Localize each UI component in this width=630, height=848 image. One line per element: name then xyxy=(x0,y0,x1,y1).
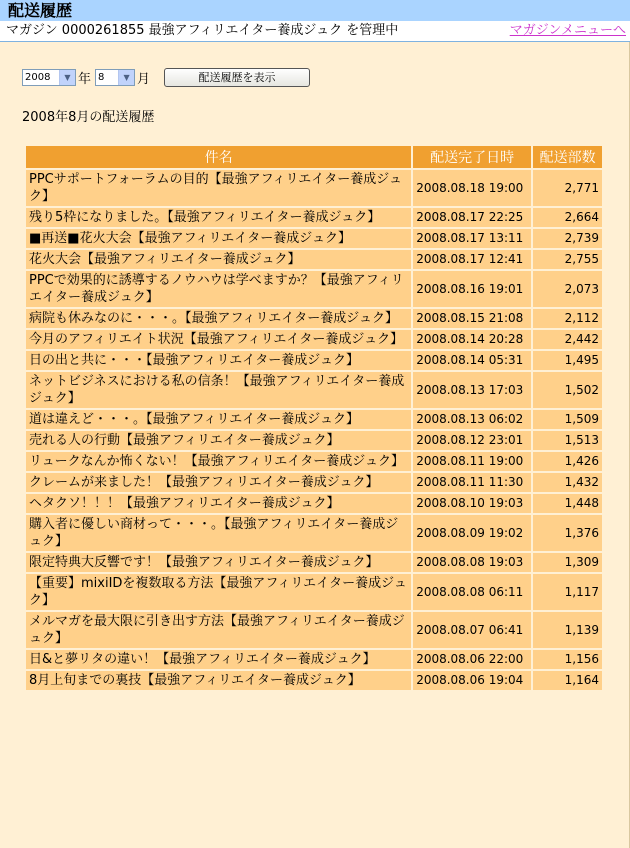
main-content xyxy=(0,42,630,848)
date-controls xyxy=(22,66,310,88)
row-count: 2,755 xyxy=(533,250,602,269)
table-row xyxy=(26,271,602,307)
row-count: 2,442 xyxy=(533,330,602,349)
row-count: 2,771 xyxy=(533,170,602,206)
show-history-button[interactable]: 配送履歴を表示 xyxy=(164,68,310,87)
table-row xyxy=(26,650,602,669)
row-count: 1,117 xyxy=(533,574,602,610)
table-row xyxy=(26,574,602,610)
row-subject: 病院も休みなのに・・・。【最強アフィリエイター養成ジュク】 xyxy=(26,309,411,328)
table-row xyxy=(26,452,602,471)
history-heading: 2008年8月の配送履歴 xyxy=(22,110,155,125)
row-subject: ■再送■花火大会【最強アフィリエイター養成ジュク】 xyxy=(26,229,411,248)
year-unit-label: 年 xyxy=(78,71,92,87)
chevron-down-icon[interactable]: ▼ xyxy=(118,70,134,85)
row-count: 1,513 xyxy=(533,431,602,450)
row-count: 1,139 xyxy=(533,612,602,648)
row-subject: ネットビジネスにおける私の信条！【最強アフィリエイター養成ジュク】 xyxy=(26,372,411,408)
magazine-info-bar xyxy=(0,21,630,42)
table-header-row xyxy=(26,146,602,168)
row-date: 2008.08.14 05:31 xyxy=(413,351,531,370)
table-row xyxy=(26,553,602,572)
row-count: 2,664 xyxy=(533,208,602,227)
row-count: 2,073 xyxy=(533,271,602,307)
row-subject: 売れる人の行動【最強アフィリエイター養成ジュク】 xyxy=(26,431,411,450)
row-subject: 【重要】mixiIDを複数取る方法【最強アフィリエイター養成ジュク】 xyxy=(26,574,411,610)
row-count: 1,495 xyxy=(533,351,602,370)
row-date: 2008.08.17 13:11 xyxy=(413,229,531,248)
row-subject: クレームが来ました！【最強アフィリエイター養成ジュク】 xyxy=(26,473,411,492)
table-row xyxy=(26,410,602,429)
table-row xyxy=(26,351,602,370)
row-count: 1,164 xyxy=(533,671,602,690)
row-subject: 8月上旬までの裏技【最強アフィリエイター養成ジュク】 xyxy=(26,671,411,690)
row-date: 2008.08.17 12:41 xyxy=(413,250,531,269)
column-header-subject: 件名 xyxy=(26,146,411,168)
table-row xyxy=(26,170,602,206)
row-date: 2008.08.17 22:25 xyxy=(413,208,531,227)
row-count: 1,156 xyxy=(533,650,602,669)
row-subject: ヘタクソ！！！【最強アフィリエイター養成ジュク】 xyxy=(26,494,411,513)
row-subject: PPCサポートフォーラムの目的【最強アフィリエイター養成ジュク】 xyxy=(26,170,411,206)
row-subject: 日&と夢リタの違い！【最強アフィリエイター養成ジュク】 xyxy=(26,650,411,669)
row-count: 2,112 xyxy=(533,309,602,328)
month-select[interactable] xyxy=(95,69,135,86)
table-body xyxy=(26,170,602,690)
row-count: 1,376 xyxy=(533,515,602,551)
table-row xyxy=(26,473,602,492)
row-date: 2008.08.10 19:03 xyxy=(413,494,531,513)
row-date: 2008.08.15 21:08 xyxy=(413,309,531,328)
column-header-count: 配送部数 xyxy=(533,146,602,168)
table-row xyxy=(26,229,602,248)
row-subject: 日の出と共に・・・【最強アフィリエイター養成ジュク】 xyxy=(26,351,411,370)
row-date: 2008.08.11 19:00 xyxy=(413,452,531,471)
table-row xyxy=(26,612,602,648)
year-select[interactable] xyxy=(22,69,76,86)
row-count: 2,739 xyxy=(533,229,602,248)
row-date: 2008.08.08 19:03 xyxy=(413,553,531,572)
page-title: 配送履歴 xyxy=(0,0,630,21)
table-row xyxy=(26,671,602,690)
row-count: 1,426 xyxy=(533,452,602,471)
row-count: 1,509 xyxy=(533,410,602,429)
table-row xyxy=(26,515,602,551)
month-unit-label: 月 xyxy=(137,71,151,87)
row-date: 2008.08.13 17:03 xyxy=(413,372,531,408)
row-date: 2008.08.08 06:11 xyxy=(413,574,531,610)
table-row xyxy=(26,431,602,450)
delivery-history-table xyxy=(24,144,604,692)
row-subject: 限定特典大反響です！【最強アフィリエイター養成ジュク】 xyxy=(26,553,411,572)
row-date: 2008.08.07 06:41 xyxy=(413,612,531,648)
row-subject: 今月のアフィリエイト状況【最強アフィリエイター養成ジュク】 xyxy=(26,330,411,349)
table-row xyxy=(26,208,602,227)
row-date: 2008.08.14 20:28 xyxy=(413,330,531,349)
chevron-down-icon[interactable]: ▼ xyxy=(59,70,75,85)
row-subject: メルマガを最大限に引き出す方法【最強アフィリエイター養成ジュク】 xyxy=(26,612,411,648)
row-date: 2008.08.11 11:30 xyxy=(413,473,531,492)
month-select-value: 8 xyxy=(98,71,105,83)
row-count: 1,448 xyxy=(533,494,602,513)
magazine-subtitle: マガジン 0000261855 最強アフィリエイター養成ジュク を管理中 xyxy=(6,23,399,38)
table-row xyxy=(26,494,602,513)
year-select-value: 2008 xyxy=(25,71,51,83)
row-subject: 購入者に優しい商材って・・・。【最強アフィリエイター養成ジュク】 xyxy=(26,515,411,551)
row-subject: PPCで効果的に誘導するノウハウは学べますか？【最強アフィリエイター養成ジュク】 xyxy=(26,271,411,307)
row-date: 2008.08.13 06:02 xyxy=(413,410,531,429)
table-row xyxy=(26,250,602,269)
row-count: 1,502 xyxy=(533,372,602,408)
row-count: 1,432 xyxy=(533,473,602,492)
magazine-menu-link[interactable]: マガジンメニューへ xyxy=(509,23,626,38)
table-row xyxy=(26,309,602,328)
row-count: 1,309 xyxy=(533,553,602,572)
column-header-date: 配送完了日時 xyxy=(413,146,531,168)
row-subject: 残り5枠になりました。【最強アフィリエイター養成ジュク】 xyxy=(26,208,411,227)
table-row xyxy=(26,372,602,408)
row-subject: 花火大会【最強アフィリエイター養成ジュク】 xyxy=(26,250,411,269)
row-date: 2008.08.09 19:02 xyxy=(413,515,531,551)
row-date: 2008.08.12 23:01 xyxy=(413,431,531,450)
row-date: 2008.08.06 22:00 xyxy=(413,650,531,669)
row-date: 2008.08.18 19:00 xyxy=(413,170,531,206)
table-row xyxy=(26,330,602,349)
row-subject: リュークなんか怖くない！【最強アフィリエイター養成ジュク】 xyxy=(26,452,411,471)
row-date: 2008.08.16 19:01 xyxy=(413,271,531,307)
row-date: 2008.08.06 19:04 xyxy=(413,671,531,690)
row-subject: 道は違えど・・・。【最強アフィリエイター養成ジュク】 xyxy=(26,410,411,429)
